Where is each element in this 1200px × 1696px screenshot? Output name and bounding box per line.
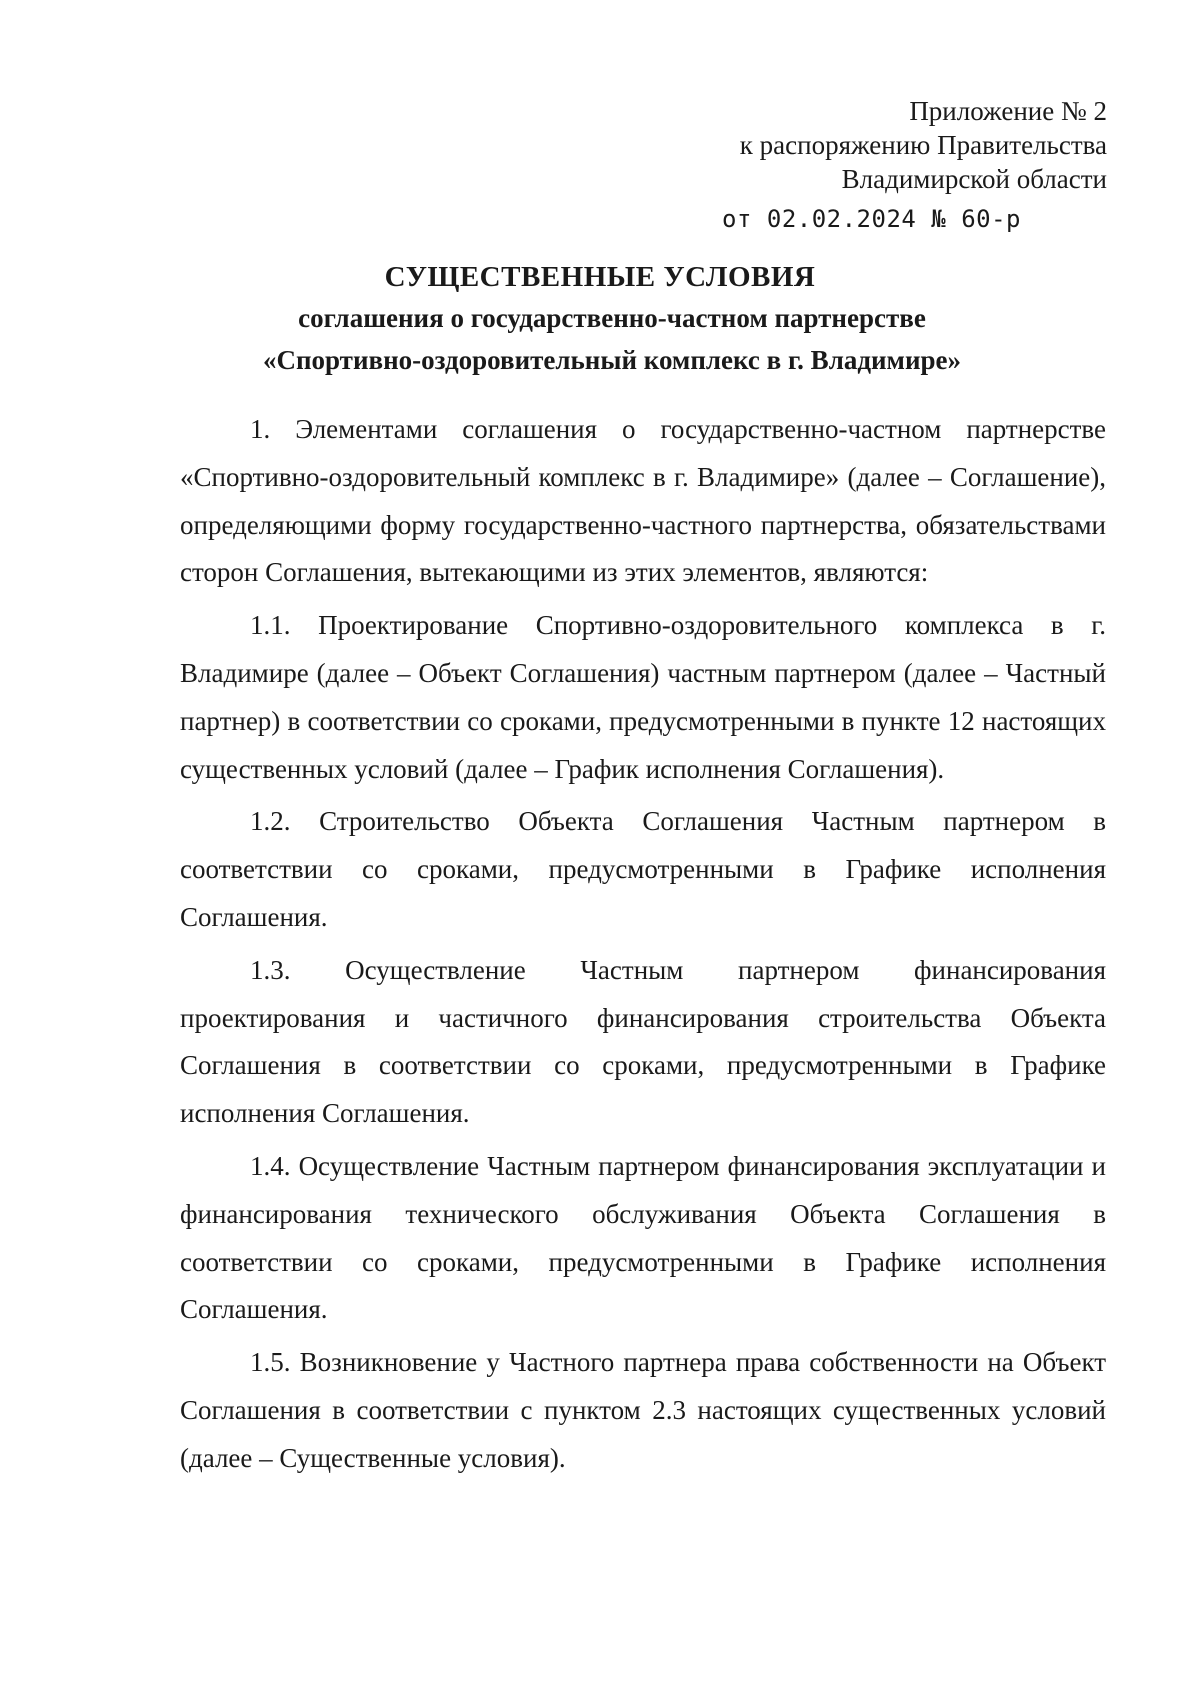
paragraph-text: Возникновение у Частного партнера права собственности на Объект Соглашения в соответствии с пунктом 2.3 настоящих существенных условий (далее – Существенные условия).: [180, 1347, 1106, 1473]
paragraph-text: Строительство Объекта Соглашения Частным партнером в соответствии со сроками, предусмотренными в Графике исполнения Соглашения.: [180, 806, 1107, 932]
paragraph-number: 1.3.: [250, 954, 291, 985]
paragraph-1-3: [180, 947, 1106, 1138]
document-subtitle-line1: соглашения о государственно-частном партнерстве: [298, 303, 926, 333]
appendix-region: Владимирской области: [841, 164, 1107, 194]
paragraph-1-5: [180, 1339, 1106, 1482]
document-subtitle-line2: «Спортивно-оздоровительный комплекс в г. Владимире»: [262, 345, 962, 375]
document-title-block: [0, 257, 1200, 381]
appendix-reference: к распоряжению Правительства: [739, 130, 1107, 160]
paragraph-text: Осуществление Частным партнером финансирования эксплуатации и финансирования технического обслуживания Объекта Соглашения в соответствии со сроками, предусмотренными в Графике исполнения Соглашения.: [180, 1150, 1107, 1325]
paragraph-text: Элементами соглашения о государственно-частном партнерстве «Спортивно-оздоровительный комплекс в г. Владимире» (далее – Соглашение), определяющими форму государственно-частного партнерства, обязательствами сторон Соглашения, вытекающими из этих элементов, являются:: [180, 414, 1106, 588]
paragraph-number: 1.: [250, 414, 271, 444]
paragraph-number: 1.4.: [250, 1150, 291, 1181]
document-title: СУЩЕСТВЕННЫЕ УСЛОВИЯ: [384, 261, 816, 293]
paragraph-1-2: [180, 798, 1106, 941]
paragraph-number: 1.2.: [250, 806, 291, 837]
paragraph-text: Осуществление Частным партнером финансирования проектирования и частичного финансирования строительства Объекта Соглашения в соответствии со сроками, предусмотренными в Графике исполнения Соглашения.: [180, 954, 1107, 1129]
order-date-number: от 02.02.2024 № 60-р: [722, 205, 1021, 233]
paragraph-number: 1.5.: [250, 1347, 291, 1378]
document-body: [180, 406, 1106, 1483]
paragraph-text: Проектирование Спортивно-оздоровительного комплекса в г. Владимире (далее – Объект Соглашения) частным партнером (далее – Частный партнер) в соответствии со сроками, предусмотренными в пункте 12 настоящих существенных условий (далее – График исполнения Соглашения).: [180, 610, 1107, 784]
appendix-number: Приложение № 2: [909, 96, 1107, 126]
paragraph-1-4: [180, 1143, 1106, 1334]
paragraph-number: 1.1.: [250, 610, 291, 641]
paragraph-1: [180, 406, 1106, 597]
paragraph-1-1: [180, 602, 1106, 793]
appendix-header: [722, 94, 1107, 236]
